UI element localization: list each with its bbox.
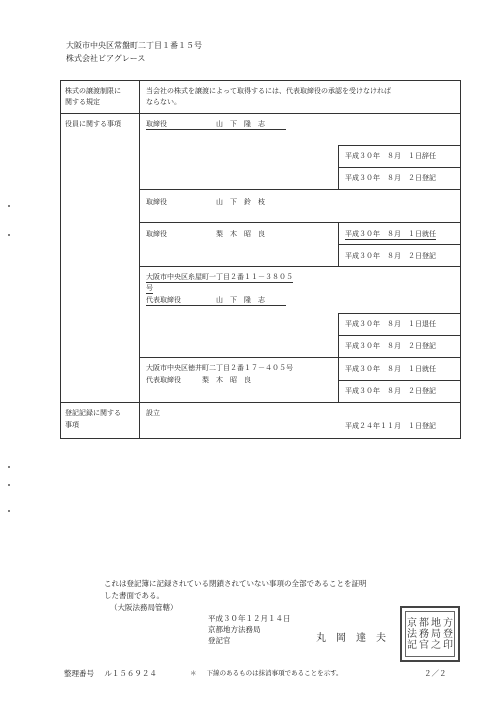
- seal-character: 局: [431, 628, 441, 640]
- margin-dot: [8, 466, 10, 468]
- officer-name: 山 下 鈴 枝: [216, 198, 265, 206]
- margin-dot: [8, 484, 10, 486]
- officer-name: 山 下 隆 志: [216, 120, 265, 128]
- officer-date: 平成３０年 ８月 ２日登記: [345, 252, 436, 260]
- registrar-name: 丸 岡 達 夫: [316, 633, 386, 644]
- officer-title: 取締役: [146, 230, 167, 238]
- registration-text: 設立: [146, 409, 160, 417]
- registrar-role: 登記官: [208, 636, 231, 645]
- share-restriction-text: 当会社の株式を譲渡によって取得するには、代表取締役の承認を受けなければ: [146, 87, 391, 95]
- officer-entry: [146, 375, 286, 385]
- note-text: 下線のあるものは抹消事項であることを示す。: [206, 669, 343, 677]
- officer-name: 山 下 隆 志: [216, 296, 265, 304]
- seal-character: 登: [443, 628, 453, 640]
- share-restriction-label-2: 関する規定: [65, 98, 100, 106]
- officer-title: 代表取締役: [146, 296, 181, 304]
- seal-character: 之: [431, 639, 441, 651]
- official-seal: [400, 606, 460, 662]
- officer-date: 平成３０年 ８月 １日就任: [345, 365, 436, 373]
- serial-label: 整理番号: [64, 669, 94, 678]
- officer-date: 平成３０年 ８月 ２日登記: [345, 342, 436, 350]
- margin-dot: [8, 234, 10, 236]
- registration-date: 平成２４年１１月 １日登記: [345, 422, 436, 430]
- jurisdiction: （大阪法務局管轄）: [110, 603, 178, 612]
- officer-title: 代表取締役: [146, 376, 181, 384]
- footnote: [190, 668, 343, 677]
- seal-character: 京: [407, 617, 417, 629]
- margin-dot: [8, 205, 10, 207]
- seal-character: 地: [431, 617, 441, 629]
- officers-label: 役員に関する事項: [65, 120, 121, 128]
- officer-date: 平成３０年 ８月 １日就任: [345, 230, 436, 238]
- seal-character: 官: [419, 639, 429, 651]
- serial-number: [64, 668, 157, 679]
- registration-label-2: 事項: [65, 421, 79, 429]
- officer-address: 大阪市中央区徳井町二丁目２番１７－４０５号: [146, 364, 293, 372]
- certification-text: これは登記簿に記録されている閉鎖されていない事項の全部であることを証明: [104, 579, 367, 588]
- officer-title: 取締役: [146, 198, 167, 206]
- registration-label: 登記記録に関する: [65, 409, 121, 417]
- officer-date: 平成３０年 ８月 ２日登記: [345, 174, 436, 182]
- officer-entry: [146, 197, 286, 207]
- margin-dot: [8, 510, 10, 512]
- seal-character: 法: [407, 628, 417, 640]
- officer-name: 梨 木 昭 良: [216, 230, 265, 238]
- company-address: 大阪市中央区常盤町二丁目１番１５号: [66, 41, 202, 50]
- company-name: 株式会社ビアグレース: [66, 54, 146, 63]
- issuing-office: 京都地方法務局: [208, 625, 261, 634]
- serial-value: ル１５６９２４: [104, 669, 157, 678]
- officer-title: 取締役: [146, 120, 167, 128]
- officer-address-2: 号: [146, 284, 153, 292]
- seal-character: 務: [419, 628, 429, 640]
- officer-address: 大阪市中央区糸屋町一丁目２番１１－３８０５: [146, 273, 293, 281]
- officer-date: 平成３０年 ８月 １日退任: [345, 320, 436, 328]
- officer-entry: [146, 295, 286, 306]
- page-number: ２／２: [424, 669, 447, 678]
- share-restriction-text-2: ならない。: [146, 98, 181, 106]
- note-mark: ＊: [190, 669, 197, 677]
- certification-date: 平成３０年１２月１４日: [208, 614, 291, 623]
- seal-character: 記: [407, 639, 417, 651]
- officer-date: 平成３０年 ８月 １日辞任: [345, 152, 436, 160]
- officer-date: 平成３０年 ８月 ２日登記: [345, 387, 436, 395]
- seal-character: 印: [443, 639, 453, 651]
- seal-character: 都: [419, 617, 429, 629]
- certification-text-2: した書面である。: [104, 591, 164, 600]
- officer-name: 梨 木 昭 良: [202, 376, 251, 384]
- officer-entry: [146, 229, 286, 239]
- share-restriction-label: 株式の譲渡制限に: [65, 87, 121, 95]
- officer-entry: [146, 119, 286, 130]
- seal-character: 方: [443, 617, 453, 629]
